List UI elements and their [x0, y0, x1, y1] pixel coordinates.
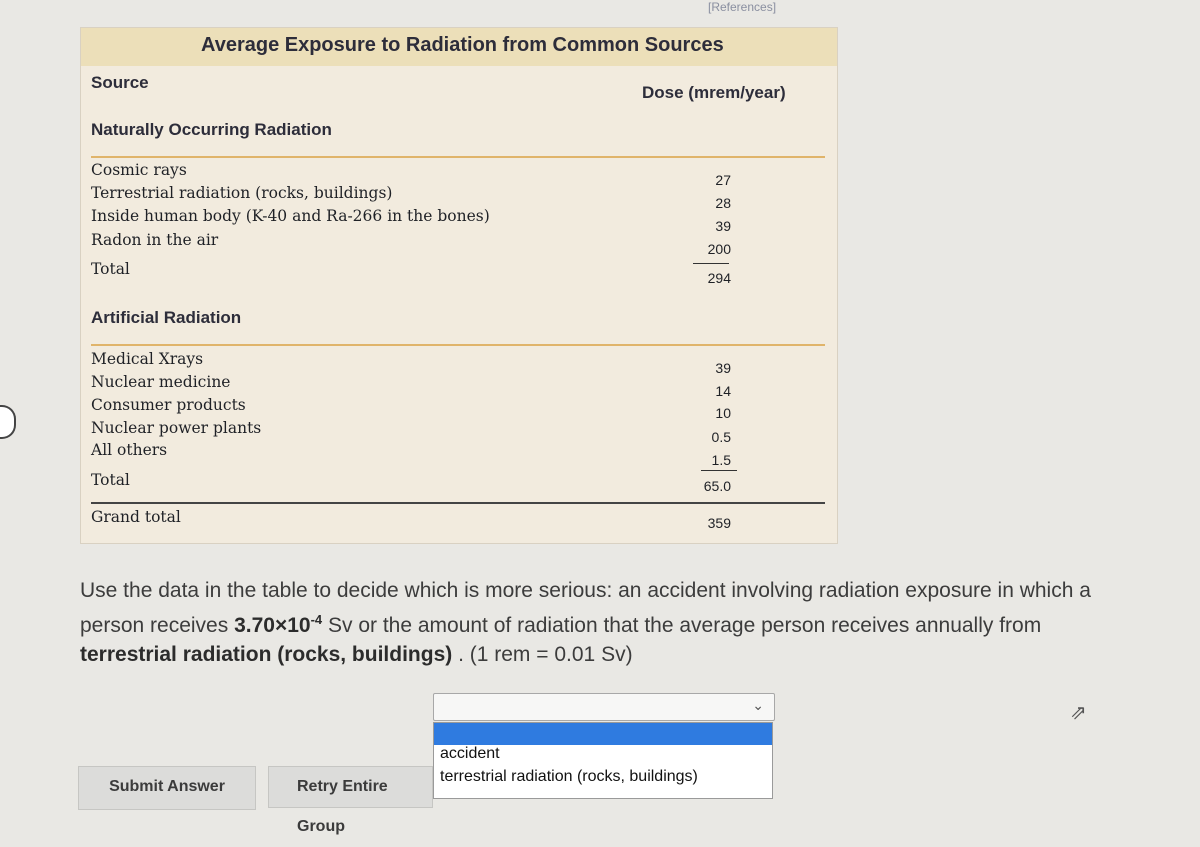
references-link[interactable]: [References]: [708, 0, 777, 14]
table-row-dose: 0.5: [711, 429, 731, 445]
sum-line: [693, 263, 729, 264]
grand-total-label: Grand total: [91, 508, 181, 526]
table-row-dose: 27: [715, 172, 731, 188]
column-header-dose: Dose (mrem/year): [642, 83, 786, 102]
table-title: Average Exposure to Radiation from Common Sources: [201, 34, 724, 56]
total-label: Total: [91, 260, 130, 278]
answer-select[interactable]: [433, 693, 775, 721]
table-row-source: Nuclear power plants: [91, 419, 262, 437]
table-row-dose: 14: [715, 383, 731, 399]
chevron-down-icon: ⌄: [752, 697, 764, 713]
table-row-source: Medical Xrays: [91, 350, 204, 368]
option-terrestrial[interactable]: terrestrial radiation (rocks, buildings): [440, 768, 698, 785]
table-row-dose: 39: [715, 218, 731, 234]
answer-dropdown-list[interactable]: [433, 722, 773, 799]
column-header-source: Source: [91, 73, 149, 92]
grand-total-divider: [91, 502, 825, 504]
section-divider: [91, 344, 825, 346]
table-row-source: Inside human body (K-40 and Ra-266 in the bones): [91, 207, 490, 225]
section-natural: Naturally Occurring Radiation: [91, 120, 332, 139]
sum-line: [701, 470, 737, 471]
total-value: 294: [707, 270, 731, 286]
option-accident[interactable]: accident: [440, 745, 500, 762]
retry-group-button[interactable]: Retry Entire Group: [268, 766, 433, 808]
table-row-dose: 39: [715, 360, 731, 376]
radiation-table: [80, 27, 838, 544]
table-row-source: Nuclear medicine: [91, 373, 231, 391]
grand-total-value: 359: [707, 515, 731, 531]
table-row-source: Consumer products: [91, 396, 246, 414]
table-row-source: Radon in the air: [91, 231, 219, 249]
question-part: Sv or the amount of radiation that the average person receives annually from: [322, 614, 1042, 637]
total-label: Total: [91, 471, 130, 489]
question-source: terrestrial radiation (rocks, buildings): [80, 643, 453, 666]
table-row-dose: 1.5: [711, 452, 731, 468]
table-row-source: Terrestrial radiation (rocks, buildings): [91, 184, 393, 202]
question-text: [80, 576, 1140, 669]
total-value: 65.0: [703, 478, 731, 494]
back-arrow-icon[interactable]: [0, 405, 16, 439]
submit-answer-button[interactable]: Submit Answer: [78, 766, 256, 810]
option-blank[interactable]: [434, 723, 772, 745]
table-header-band: [81, 28, 837, 66]
dose-value: $3.70\times 10^{-4}$: [234, 612, 323, 637]
table-row-source: Cosmic rays: [91, 161, 187, 179]
mouse-cursor-icon: ⇗: [1070, 702, 1087, 724]
table-row-source: All others: [91, 441, 168, 459]
section-artificial: Artificial Radiation: [91, 308, 242, 327]
table-row-dose: 200: [707, 241, 731, 257]
question-part: Use the data in the table to decide which is more serious: an accident involving radiation exposure in which a person receives: [80, 579, 1091, 637]
table-row-dose: 10: [715, 405, 731, 421]
table-row-dose: 28: [715, 195, 731, 211]
section-divider: [91, 156, 825, 158]
question-part: . (1 rem = 0.01 Sv): [452, 643, 633, 666]
